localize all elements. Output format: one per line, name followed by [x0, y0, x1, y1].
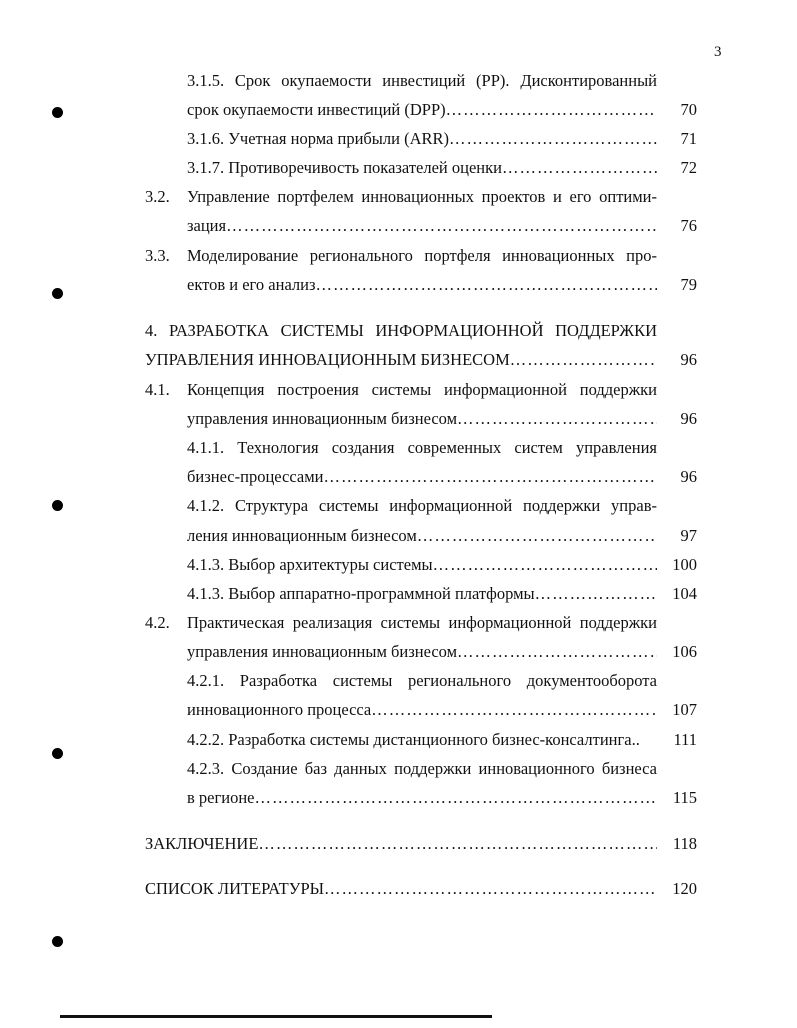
leader-dots: [449, 129, 657, 149]
toc-page-number: 79: [680, 275, 697, 294]
toc-entry-4-2-line1: Практическая реализация системы информационной поддержки: [187, 613, 657, 632]
bottom-rule: [60, 1015, 492, 1018]
toc-entry-4-1-line1: Концепция построения системы информационной поддержки: [187, 380, 657, 399]
toc-page-number: 71: [680, 129, 697, 148]
toc-page-number: 97: [680, 526, 697, 545]
toc-section-number: 3.2.: [145, 187, 170, 206]
toc-page-number: 120: [672, 879, 697, 898]
toc-page-number: 106: [672, 642, 697, 661]
toc-section-number: 4.2.: [145, 613, 170, 632]
toc-entry-3-1-5-line1: 3.1.5. Срок окупаемости инвестиций (PP). Дисконтированный: [187, 71, 657, 90]
binder-hole-mark: [52, 288, 63, 299]
toc-entry-4-1-2-line1: 4.1.2. Структура системы информационной поддержки управ-: [187, 496, 657, 515]
toc-page-number: 118: [672, 834, 697, 853]
leader-dots: [258, 834, 657, 854]
toc-entry-4-2-3: [187, 788, 657, 808]
leader-dots: [457, 409, 657, 429]
toc-entry-4-2: [187, 642, 657, 662]
toc-entry-4-1-1: [187, 467, 657, 487]
toc-entry-3-2-line1: Управление портфелем инновационных проектов и его оптими-: [187, 187, 657, 206]
toc-entry-4-1: [187, 409, 657, 429]
page-number: 3: [714, 44, 722, 60]
toc-entry-4-2-3-line2: в регионе: [187, 788, 255, 807]
leader-dots: [417, 526, 657, 546]
toc-entry-4-1-1-line2: бизнес-процессами: [187, 467, 324, 486]
toc-entry-title: СПИСОК ЛИТЕРАТУРЫ: [145, 879, 325, 898]
toc-page-number: 100: [672, 555, 697, 574]
toc-entry-3-3: [187, 275, 657, 295]
leader-dots: [433, 555, 657, 575]
toc-page-number: 70: [680, 100, 697, 119]
toc-entry-4-2-1-line1: 4.2.1. Разработка системы регионального документооборота: [187, 671, 657, 690]
toc-entry-4-2-1: [187, 700, 657, 720]
toc-entry-4-1-line2: управления инновационным бизнесом: [187, 409, 458, 428]
leader-dots: [323, 467, 657, 487]
toc-entry-title: ЗАКЛЮЧЕНИЕ: [145, 834, 259, 853]
toc-entry-4-2-1-line2: инновационного процесса: [187, 700, 372, 719]
toc-entry-4-1-3-platform: [187, 584, 657, 604]
toc-entry-4-1-3-architecture: [187, 555, 657, 575]
toc-entry-3-1-5-line2: срок окупаемости инвестиций (DPP): [187, 100, 446, 119]
toc-entry-4-1-2-line2: ления инновационным бизнесом: [187, 526, 417, 545]
leader-dots: [457, 642, 657, 662]
toc-entry-4-2-line2: управления инновационным бизнесом: [187, 642, 458, 661]
toc-entry-title: 3.1.7. Противоречивость показателей оценки: [187, 158, 502, 177]
toc-page-number: 111: [673, 730, 697, 749]
toc-chapter-4-line1: 4. РАЗРАБОТКА СИСТЕМЫ ИНФОРМАЦИОННОЙ ПОДДЕРЖКИ: [145, 321, 657, 340]
toc-page-number: 104: [672, 584, 697, 603]
toc-page-number: 76: [680, 216, 697, 235]
toc-page-number: 115: [672, 788, 697, 807]
binder-hole-mark: [52, 500, 63, 511]
leader-dots: [502, 158, 657, 178]
toc-page-number: 96: [680, 350, 697, 369]
toc-entry-3-1-5: [187, 100, 657, 120]
leader-dots: [316, 275, 658, 295]
toc-entry-3-3-line2: ектов и его анализ: [187, 275, 316, 294]
leader-dots: [255, 788, 658, 808]
toc-page-number: 107: [672, 700, 697, 719]
leader-dots: [535, 584, 657, 604]
toc-page-number: 96: [680, 409, 697, 428]
toc-references: [145, 879, 657, 899]
toc-page-number: 96: [680, 467, 697, 486]
toc-entry-title: 4.1.3. Выбор аппаратно-программной платформы: [187, 584, 535, 603]
toc-entry-title: 3.1.6. Учетная норма прибыли (ARR): [187, 129, 449, 148]
toc-entry-4-2-3-line1: 4.2.3. Создание баз данных поддержки инновационного бизнеса: [187, 759, 657, 778]
leader-dots: [510, 350, 657, 370]
toc-entry-3-1-6: [187, 129, 657, 149]
binder-hole-mark: [52, 107, 63, 118]
binder-hole-mark: [52, 936, 63, 947]
toc-entry-3-3-line1: Моделирование регионального портфеля инновационных про-: [187, 246, 657, 265]
leader-dots: [446, 100, 657, 120]
toc-conclusion: [145, 834, 657, 854]
toc-chapter-4-line2: УПРАВЛЕНИЯ ИННОВАЦИОННЫМ БИЗНЕСОМ: [145, 350, 510, 369]
leader-dots: [324, 879, 657, 899]
toc-entry-title: 4.1.3. Выбор архитектуры системы: [187, 555, 433, 574]
toc-chapter-4: [145, 350, 657, 370]
toc-entry-3-2-line2: зация: [187, 216, 227, 235]
toc-section-number: 3.3.: [145, 246, 170, 265]
binder-hole-mark: [52, 748, 63, 759]
toc-entry-4-1-2: [187, 526, 657, 546]
toc-entry-4-2-2: 4.2.2. Разработка системы дистанционного бизнес-консалтинга..: [187, 730, 640, 749]
toc-entry-3-2: [187, 216, 657, 236]
leader-dots: [226, 216, 657, 236]
toc-section-number: 4.1.: [145, 380, 170, 399]
toc-page-number: 72: [680, 158, 697, 177]
toc-entry-4-1-1-line1: 4.1.1. Технология создания современных систем управления: [187, 438, 657, 457]
leader-dots: [371, 700, 657, 720]
toc-entry-3-1-7: [187, 158, 657, 178]
